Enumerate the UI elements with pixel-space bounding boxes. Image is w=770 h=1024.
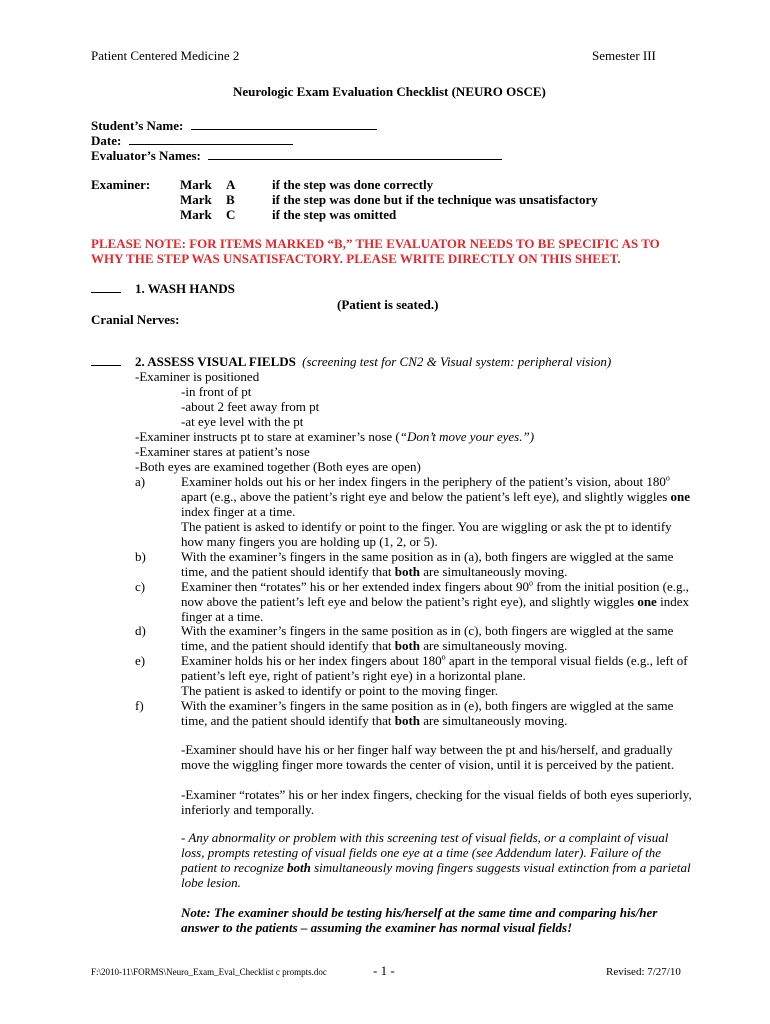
item-a-line5: how many fingers you are holding up (1, 2, or 5). [181,534,438,549]
item-a-letter: a) [135,474,146,489]
evaluator-names-field [91,147,502,163]
item-e-line1: Examiner holds his or her index fingers about 180 [181,653,442,668]
step2-position-2: -about 2 feet away from pt [181,399,320,414]
header-course: Patient Centered Medicine 2 [91,48,240,63]
item-e-line2: patient’s left eye, right of patient’s right eye) in a horizontal plane. [181,668,526,683]
step2-positioned: -Examiner is positioned [135,369,260,384]
date-blank[interactable] [129,132,293,145]
item-f-line1: With the examiner’s fingers in the same position as in (e), both fingers are wiggled at the same [181,698,674,713]
item-d-line2-end: are simultaneously moving. [420,638,568,653]
item-b-text [181,549,681,579]
abnormality-paragraph [181,830,691,890]
examiner-note [181,905,691,935]
item-a-emphasis: one [670,489,691,504]
notice-line-2: WHY THE STEP WAS UNSATISFACTORY. PLEASE WRITE DIRECTLY ON THIS SHEET. [91,251,621,266]
item-a-line2: apart (e.g., above the patient’s right eye and below the patient’s left eye), and slightly wiggles [181,489,671,504]
rotates-line1: -Examiner “rotates” his or her index fingers, checking for the visual fields of both eyes superiorly, [181,787,692,802]
step2-stares: -Examiner stares at patient’s nose [135,444,310,459]
item-d-text [181,623,681,653]
item-c-line1: Examiner then “rotates” his or her extended index fingers about 90 [181,579,529,594]
student-name-field [91,117,377,133]
mark-c-letter: C [226,207,236,222]
item-f-letter: f) [135,698,144,713]
cranial-nerves-heading: Cranial Nerves: [91,312,180,327]
item-f-emphasis: both [394,713,421,728]
mark-a-word: Mark [180,177,212,192]
item-e-line1-end: apart in the temporal visual fields (e.g., left of [445,653,688,668]
step2-score-blank[interactable] [91,353,121,366]
step2-label: 2. ASSESS VISUAL FIELDS [135,354,296,369]
abnormal-line4: lobe lesion. [181,875,241,890]
item-a-line3: index finger at a time. [181,504,296,519]
footer-page-number: - 1 - [373,963,395,978]
step1-score-blank[interactable] [91,280,121,293]
date-field [91,132,293,148]
step2-position-3: -at eye level with the pt [181,414,304,429]
item-f-line2: time, and the patient should identify that [181,713,395,728]
item-c-line2-end: index [656,594,689,609]
student-name-blank[interactable] [191,117,377,130]
item-a-line4: The patient is asked to identify or point to the finger. You are wiggling or ask the pt to identify [181,519,672,534]
step2-subtitle: (screening test for CN2 & Visual system: peripheral vision) [302,354,612,369]
item-b-letter: b) [135,549,146,564]
mark-b-letter: B [226,192,235,207]
item-e-letter: e) [135,653,146,668]
step2-position-1: -in front of pt [181,384,252,399]
item-c-line3: finger at a time. [181,609,264,624]
item-b-line2-end: are simultaneously moving. [420,564,568,579]
document-title: Neurologic Exam Evaluation Checklist (NEURO OSCE) [233,84,546,99]
item-b-line1: With the examiner’s fingers in the same position as in (a), both fingers are wiggled at the same [181,549,674,564]
note-line2: answer to the patients – assuming the examiner has normal visual fields! [181,920,573,935]
mark-b-word: Mark [180,192,212,207]
abnormal-line2: loss, prompts retesting of visual fields one eye at a time (see Addendum later). Failure of the [181,845,661,860]
note-line1: Note: The examiner should be testing his/herself at the same time and comparing his/her [181,905,658,920]
item-c-text [181,578,689,624]
item-a-degree: o [665,473,670,483]
item-c-emphasis: one [637,594,657,609]
rotates-paragraph [181,787,691,817]
item-d-letter: d) [135,623,146,638]
examiner-label: Examiner: [91,177,151,192]
header-semester: Semester III [592,48,656,63]
item-b-emphasis: both [394,564,421,579]
abnormal-line1: - Any abnormality or problem with this screening test of visual fields, or a complaint of visual [181,830,669,845]
step2-instructs-quote: “Don’t move your eyes.”) [399,429,535,444]
mark-b-description: if the step was done but if the technique was unsatisfactory [272,192,598,207]
item-d-line1: With the examiner’s fingers in the same position as in (c), both fingers are wiggled at the same [181,623,674,638]
abnormal-emphasis: both [287,860,311,875]
step2-heading [135,354,611,369]
abnormal-line3-end: simultaneously moving fingers suggests visual extinction from a parietal [310,860,691,875]
footer-revised: Revised: 7/27/10 [606,966,681,978]
abnormal-line3: patient to recognize [181,860,288,875]
step2-both-eyes: -Both eyes are examined together (Both eyes are open) [135,459,421,474]
footer-file-path: F:\2010-11\FORMS\Neuro_Exam_Eval_Checklist c prompts.doc [91,967,327,977]
notice-line-1: PLEASE NOTE: FOR ITEMS MARKED “B,” THE EVALUATOR NEEDS TO BE SPECIFIC AS TO [91,236,660,251]
item-a-text [181,473,691,549]
rotates-line2: inferiorly and temporally. [181,802,315,817]
step1-label: 1. WASH HANDS [135,281,235,296]
item-b-line2: time, and the patient should identify that [181,564,395,579]
item-c-line2: now above the patient’s left eye and below the patient’s right eye), and slightly wiggles [181,594,638,609]
item-d-emphasis: both [394,638,421,653]
item-e-line3: The patient is asked to identify or point to the moving finger. [181,683,498,698]
halfway-paragraph [181,742,691,772]
item-a-line1: Examiner holds out his or her index fingers in the periphery of the patient’s vision, about 180 [181,474,666,489]
item-c-letter: c) [135,579,146,594]
step2-instructs-text: -Examiner instructs pt to stare at examiner’s nose ( [135,429,400,444]
step1-note: (Patient is seated.) [337,297,439,312]
halfway-line2: move the wiggling finger more towards the center of vision, until it is perceived by the patient. [181,757,675,772]
item-f-line2-end: are simultaneously moving. [420,713,568,728]
item-f-text [181,698,681,728]
item-d-line2: time, and the patient should identify that [181,638,395,653]
mark-a-letter: A [226,177,236,192]
mark-a-description: if the step was done correctly [272,177,434,192]
evaluator-names-blank[interactable] [208,147,502,160]
item-e-degree: o [441,652,446,662]
mark-c-description: if the step was omitted [272,207,397,222]
mark-c-word: Mark [180,207,212,222]
item-c-line1-end: from the initial position (e.g., [533,579,689,594]
item-e-text [181,652,688,698]
halfway-line1: -Examiner should have his or her finger half way between the pt and his/herself, and gradually [181,742,673,757]
evaluator-names-label: Evaluator’s Names: [91,148,201,163]
date-label: Date: [91,133,122,148]
item-c-degree: o [529,578,533,588]
student-name-label: Student’s Name: [91,118,184,133]
step2-instructs [135,429,534,444]
